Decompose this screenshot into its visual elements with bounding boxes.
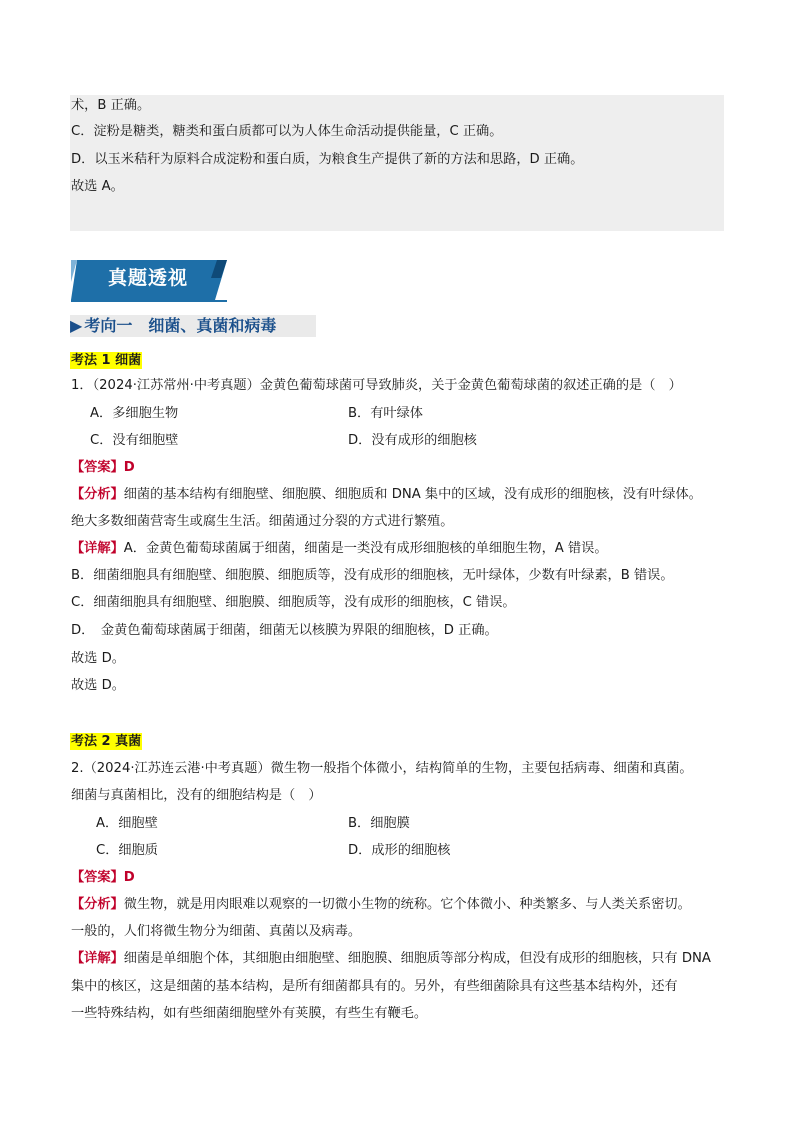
triangle-icon: ▶ bbox=[70, 316, 83, 335]
direction-label: 考向一 细菌、真菌和病毒 bbox=[84, 316, 277, 335]
q2-analysis-line-1 bbox=[71, 895, 691, 915]
q2-analysis-line-2: 一般的，人们将微生物分为细菌、真菌以及病毒。 bbox=[71, 924, 362, 939]
q1-answer: 【答案】D bbox=[71, 460, 135, 475]
q1-detail-line-4: D． 金黄色葡萄球菌属于细菌，细菌无以核膜为界限的细胞核，D 正确。 bbox=[71, 623, 498, 638]
direction-header bbox=[70, 315, 316, 337]
q1-option-c: C．没有细胞壁 bbox=[90, 433, 179, 448]
q1-choose-1: 故选 D。 bbox=[71, 651, 125, 666]
q1-detail-line-3: C．细菌细胞具有细胞壁、细胞膜、细胞质等，没有成形的细胞核，C 错误。 bbox=[71, 595, 516, 610]
top-line-3: D．以玉米秸秆为原料合成淀粉和蛋白质，为粮食生产提供了新的方法和思路，D 正确。 bbox=[71, 152, 584, 167]
q1-analysis-line-1 bbox=[71, 485, 702, 505]
q1-option-b: B．有叶绿体 bbox=[348, 406, 423, 421]
q2-detail-line-2: 集中的核区，这是细菌的基本结构，是所有细菌都具有的。另外，有些细菌除具有这些基本结构外，还有 bbox=[71, 979, 678, 994]
q2-stem-line-2: 细菌与真菌相比，没有的细胞结构是（ ） bbox=[71, 788, 322, 803]
q1-option-d: D．没有成形的细胞核 bbox=[348, 433, 477, 448]
q1-stem: 1．（2024·江苏常州·中考真题）金黄色葡萄球菌可导致肺炎，关于金黄色葡萄球菌的叙述正确的是（ ） bbox=[71, 378, 682, 393]
q2-answer: 【答案】D bbox=[71, 870, 135, 885]
section-title: 真题透视 bbox=[108, 267, 189, 289]
q2-detail-line-1 bbox=[71, 949, 711, 969]
detail-text: 细菌是单细胞个体，其细胞由细胞壁、细胞膜、细胞质等部分构成，但没有成形的细胞核，只有 DNA bbox=[123, 951, 711, 966]
q2-option-a: A．细胞壁 bbox=[96, 816, 158, 831]
analysis-text: 微生物，就是用肉眼难以观察的一切微小生物的统称。它个体微小、种类繁多、与人类关系密切。 bbox=[123, 897, 691, 912]
analysis-tag: 【分析】 bbox=[71, 487, 124, 502]
q1-option-a: A．多细胞生物 bbox=[90, 406, 179, 421]
analysis-tag: 【分析】 bbox=[71, 897, 124, 912]
q2-option-b: B．细胞膜 bbox=[348, 816, 410, 831]
analysis-text: 细菌的基本结构有细胞壁、细胞膜、细胞质和 DNA 集中的区域，没有成形的细胞核，没有叶绿体。 bbox=[123, 487, 702, 502]
banner-underline bbox=[71, 300, 227, 302]
q1-analysis-line-2: 绝大多数细菌营寄生或腐生生活。细菌通过分裂的方式进行繁殖。 bbox=[71, 514, 454, 529]
q1-choose-2: 故选 D。 bbox=[71, 678, 125, 693]
q2-option-c: C．细胞质 bbox=[96, 843, 158, 858]
method-tag-1: 考法 1 细菌 bbox=[71, 353, 142, 368]
top-line-1: 术，B 正确。 bbox=[71, 98, 151, 113]
q1-detail-line-2: B．细菌细胞具有细胞壁、细胞膜、细胞质等，没有成形的细胞核，无叶绿体，少数有叶绿素，B 错误。 bbox=[71, 568, 674, 583]
detail-tag: 【详解】 bbox=[71, 541, 124, 556]
detail-text: A．金黄色葡萄球菌属于细菌，细菌是一类没有成形细胞核的单细胞生物，A 错误。 bbox=[123, 541, 608, 556]
detail-tag: 【详解】 bbox=[71, 951, 124, 966]
q2-detail-line-3: 一些特殊结构，如有些细菌细胞壁外有荚膜，有些生有鞭毛。 bbox=[71, 1006, 428, 1021]
top-line-2: C．淀粉是糖类，糖类和蛋白质都可以为人体生命活动提供能量，C 正确。 bbox=[71, 124, 503, 139]
q2-stem-line-1: 2.（2024·江苏连云港·中考真题）微生物一般指个体微小，结构简单的生物，主要包括病毒、细菌和真菌。 bbox=[71, 761, 693, 776]
top-line-4: 故选 A。 bbox=[71, 179, 124, 194]
q1-detail-line-1 bbox=[71, 539, 608, 559]
q2-option-d: D．成形的细胞核 bbox=[348, 843, 451, 858]
method-tag-2: 考法 2 真菌 bbox=[71, 734, 142, 749]
